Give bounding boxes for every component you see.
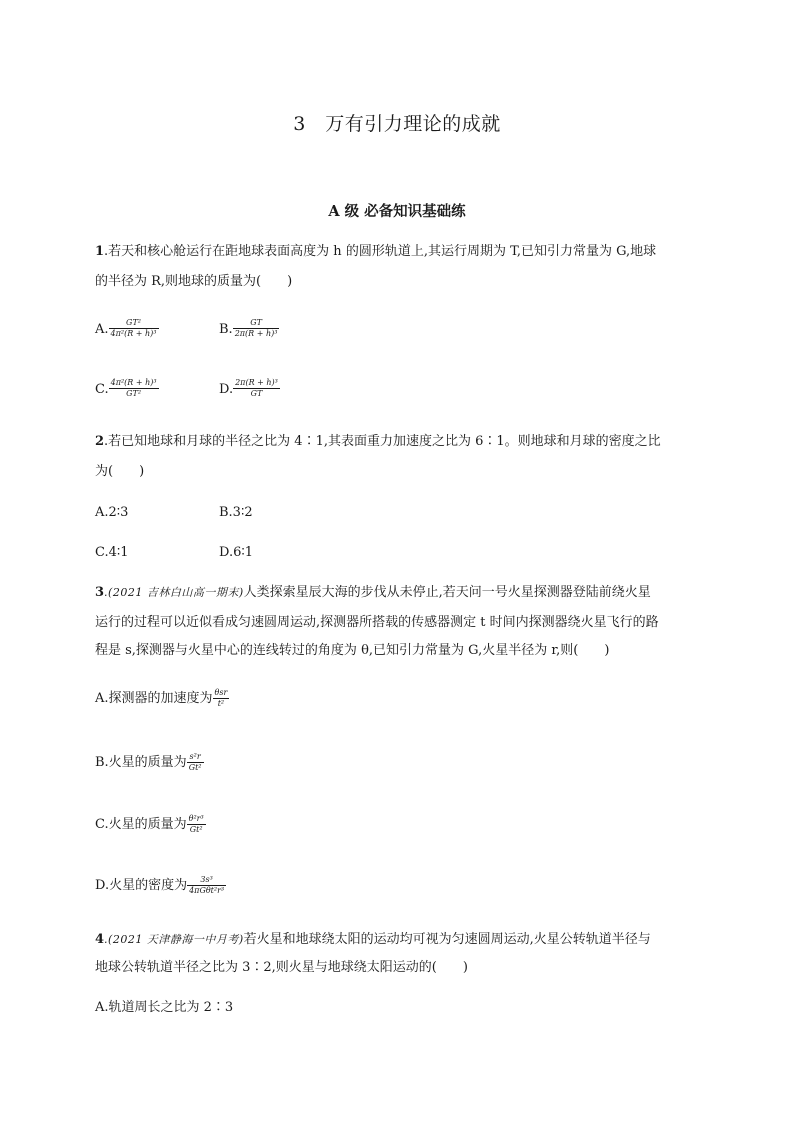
question-1-option-c bbox=[95, 378, 159, 399]
question-2-option-b: B.3∶2 bbox=[219, 505, 253, 520]
question-3-option-d bbox=[95, 875, 226, 896]
fraction-denominator: 4π²(R + h)³ bbox=[110, 329, 157, 338]
fraction bbox=[233, 378, 280, 399]
question-2-line-1 bbox=[95, 432, 661, 452]
option-text: B.火星的质量为 bbox=[95, 755, 187, 770]
option-text: A.探测器的加速度为 bbox=[95, 691, 213, 706]
question-3-option-c bbox=[95, 814, 206, 835]
option-label: D. bbox=[219, 382, 234, 397]
question-1-option-b bbox=[219, 318, 279, 339]
question-3-source: .(2021 吉林白山高一期末) bbox=[104, 586, 244, 599]
question-4-source: .(2021 天津静海一中月考) bbox=[104, 933, 244, 946]
fraction-denominator: Gt² bbox=[188, 763, 202, 772]
fraction-numerator: GT bbox=[233, 318, 280, 329]
fraction-denominator: t² bbox=[217, 699, 225, 708]
question-4-text: 若火星和地球绕太阳的运动均可视为匀速圆周运动,火星公转轨道半径与 bbox=[243, 932, 651, 947]
question-1-option-a bbox=[95, 318, 159, 339]
question-1-option-d bbox=[219, 378, 280, 399]
fraction bbox=[233, 318, 280, 339]
question-2-number: 2 bbox=[95, 434, 105, 449]
question-1-line-2: 的半径为 R,则地球的质量为( ) bbox=[95, 274, 293, 289]
fraction bbox=[187, 875, 226, 896]
question-4-line-2: 地球公转轨道半径之比为 3∶2,则火星与地球绕太阳运动的( ) bbox=[95, 960, 468, 975]
fraction-denominator: 2π(R + h)³ bbox=[234, 329, 278, 338]
option-text: D.火星的密度为 bbox=[95, 878, 188, 893]
page-title: 3 万有引力理论的成就 bbox=[293, 113, 501, 135]
fraction-denominator: GT² bbox=[126, 389, 142, 398]
question-3-line-2: 运行的过程可以近似看成匀速圆周运动,探测器所搭载的传感器测定 t 时间内探测器绕火星飞行的路 bbox=[95, 615, 659, 630]
fraction-denominator: GT bbox=[250, 389, 263, 398]
question-3-line-1 bbox=[95, 583, 651, 603]
question-2-option-d: D.6∶1 bbox=[219, 545, 254, 560]
fraction bbox=[109, 378, 159, 399]
fraction-numerator: 2π(R + h)³ bbox=[235, 378, 278, 387]
fraction-numerator: GT² bbox=[109, 318, 159, 329]
fraction bbox=[109, 318, 159, 339]
fraction-numerator: θ²r³ bbox=[188, 814, 204, 823]
question-2-line-2: 为( ) bbox=[95, 464, 145, 479]
fraction-denominator: Gt² bbox=[189, 825, 203, 834]
question-3-text: 人类探索星辰大海的步伐从未停止,若天问一号火星探测器登陆前绕火星 bbox=[243, 585, 651, 600]
fraction-numerator: 4π²(R + h)³ bbox=[110, 378, 157, 387]
fraction bbox=[187, 814, 206, 835]
question-3-number: 3 bbox=[95, 585, 105, 600]
option-label: A. bbox=[95, 322, 109, 337]
question-1-line-1 bbox=[95, 242, 656, 262]
option-text: C.火星的质量为 bbox=[95, 817, 187, 832]
question-3-option-b bbox=[95, 752, 204, 773]
fraction-denominator: 4πGθt²r³ bbox=[189, 886, 225, 895]
fraction bbox=[213, 688, 230, 709]
question-4-option-a: A.轨道周长之比为 2∶3 bbox=[95, 1000, 234, 1015]
question-3-line-3: 程是 s,探测器与火星中心的连线转过的角度为 θ,已知引力常量为 G,火星半径为 r,则( ) bbox=[95, 643, 610, 658]
fraction-numerator: s²r bbox=[187, 752, 204, 763]
question-2-option-c: C.4∶1 bbox=[95, 545, 129, 560]
section-heading: A 级 必备知识基础练 bbox=[328, 203, 466, 220]
question-2-text: .若已知地球和月球的半径之比为 4∶1,其表面重力加速度之比为 6∶1。则地球和月球的密度之比 bbox=[104, 434, 661, 449]
question-3-option-a bbox=[95, 688, 229, 709]
question-2-option-a: A.2∶3 bbox=[95, 505, 129, 520]
fraction-numerator: 3s³ bbox=[187, 875, 226, 886]
question-4-line-1 bbox=[95, 930, 651, 950]
question-1-number: 1 bbox=[95, 244, 105, 259]
option-label: C. bbox=[95, 382, 109, 397]
question-1-text: .若天和核心舱运行在距地球表面高度为 h 的圆形轨道上,其运行周期为 T,已知引力常量为 G,地球 bbox=[104, 244, 657, 259]
option-label: B. bbox=[219, 322, 233, 337]
question-4-number: 4 bbox=[95, 932, 105, 947]
fraction-numerator: θsr bbox=[214, 688, 228, 697]
fraction bbox=[187, 752, 204, 773]
